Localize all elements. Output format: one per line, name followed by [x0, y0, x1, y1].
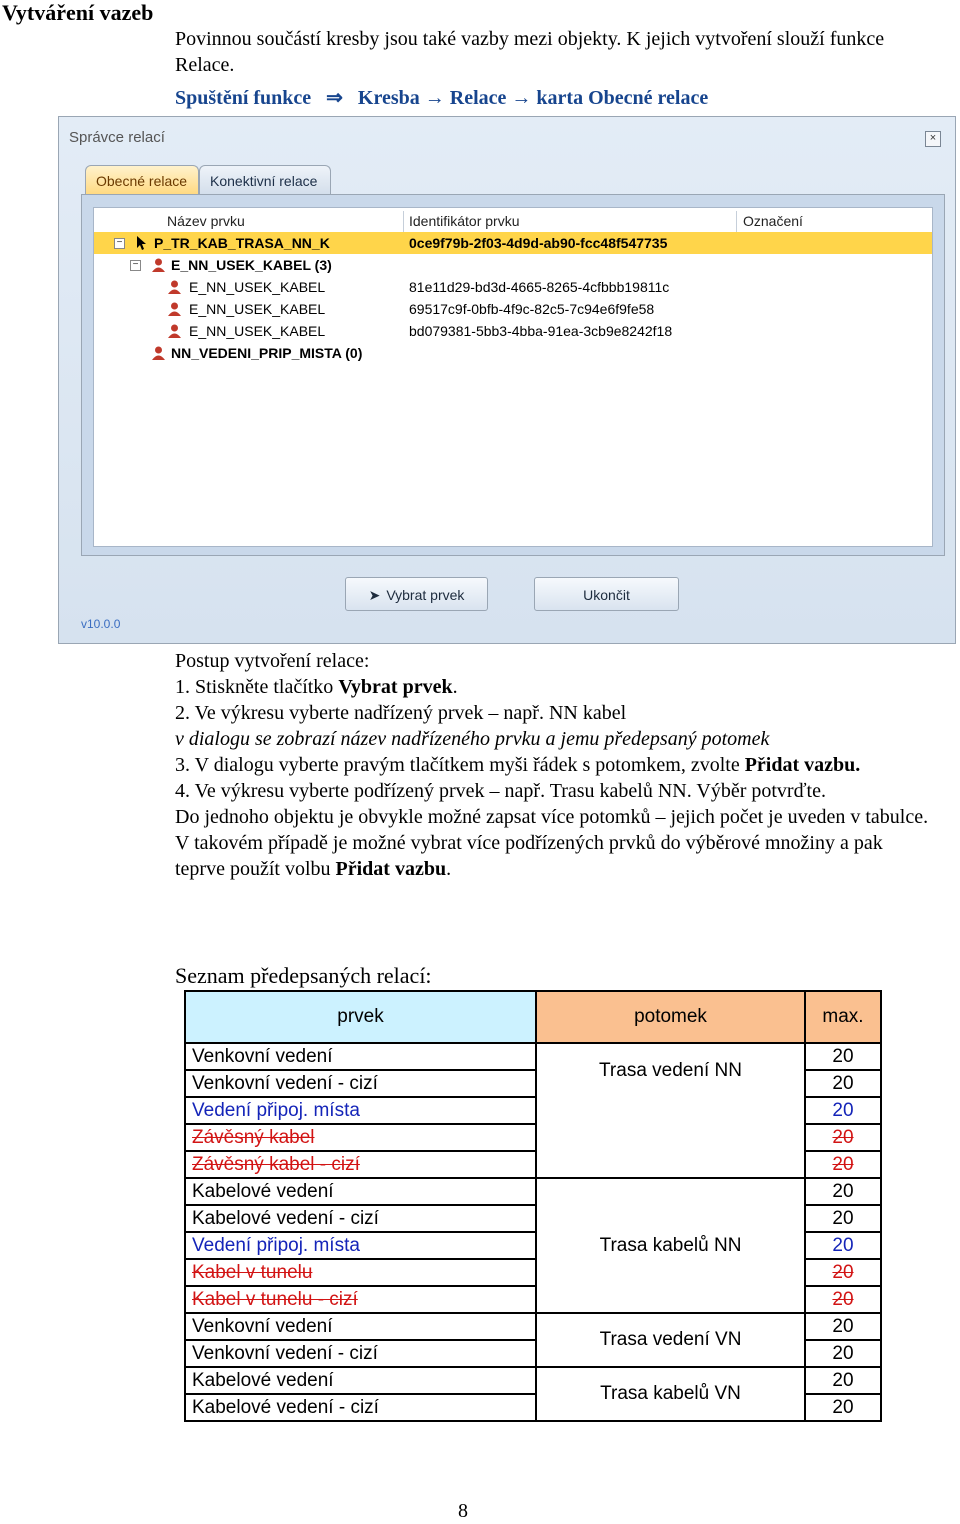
step-bold: Vybrat prvek [338, 676, 453, 698]
row-name: E_NN_USEK_KABEL [189, 301, 326, 317]
step-text: . [855, 754, 861, 776]
launch-step-kresba: Kresba [357, 87, 420, 109]
row-name: P_TR_KAB_TRASA_NN_K [154, 235, 330, 251]
cell-max: 20 [805, 1367, 881, 1394]
cell-max: 20 [805, 1394, 881, 1421]
column-divider [736, 211, 737, 233]
person-icon [168, 280, 181, 294]
cell-prvek: Vedení připoj. místa [185, 1232, 536, 1259]
finish-button[interactable]: Ukončit [534, 577, 679, 611]
step-text: . [452, 676, 458, 698]
row-name: E_NN_USEK_KABEL [189, 323, 326, 339]
page-number: 8 [458, 1500, 468, 1522]
cursor-arrow-icon: ➤ [368, 587, 381, 603]
select-element-label: Vybrat prvek [386, 587, 465, 603]
tree-row[interactable] [94, 342, 932, 364]
cell-potomek: Trasa kabelů VN [536, 1367, 805, 1421]
step-text: . [446, 858, 452, 880]
intro-text: Povinnou součástí kresby jsou také vazby mezi objekty. K jejich vytvoření slouží funkce Relace. [175, 28, 885, 76]
column-header-label[interactable]: Označení [743, 213, 803, 229]
procedure-step-3 [175, 752, 935, 778]
procedure-title: Postup vytvoření relace: [175, 650, 370, 672]
cell-max: 20 [805, 1070, 881, 1097]
table-row [185, 1367, 881, 1394]
cell-prvek: Kabelové vedení - cizí [185, 1394, 536, 1421]
table-row [185, 1313, 881, 1340]
cell-max: 20 [805, 1178, 881, 1205]
row-name: E_NN_USEK_KABEL (3) [171, 257, 332, 273]
tree-row[interactable] [94, 254, 932, 276]
relation-manager-dialog [58, 116, 956, 644]
select-element-button[interactable] [345, 577, 488, 611]
column-header-id[interactable]: Identifikátor prvku [409, 213, 520, 229]
tab-general-relations[interactable]: Obecné relace [85, 165, 199, 195]
tree-row[interactable] [94, 320, 932, 342]
relations-table [184, 990, 882, 1422]
row-name: E_NN_USEK_KABEL [189, 279, 326, 295]
row-id: 69517c9f-0bfb-4f9c-82c5-7c94e6f9fe58 [409, 301, 655, 317]
person-icon [168, 302, 181, 316]
arrow-right-icon: → [511, 87, 532, 109]
person-icon [152, 346, 165, 360]
double-arrow-icon: ⇒ [326, 87, 343, 109]
cell-prvek: Venkovní vedení - cizí [185, 1070, 536, 1097]
step-text: V takovém případě je možné vybrat více podřízených prvků do výběrové množiny a pak teprve použít volbu [175, 832, 883, 880]
tab-connectivity-relations[interactable]: Konektivní relace [199, 165, 331, 195]
cell-max: 20 [805, 1151, 881, 1178]
step-text: 3. V dialogu vyberte pravým tlačítkem myši řádek s potomkem, zvolte [175, 754, 745, 776]
cell-max: 20 [805, 1097, 881, 1124]
tree-row[interactable] [94, 298, 932, 320]
close-icon[interactable]: × [925, 131, 941, 147]
header-prvek: prvek [185, 991, 536, 1043]
table-row [185, 1043, 881, 1070]
cell-max: 20 [805, 1205, 881, 1232]
procedure-note-1: Do jednoho objektu je obvykle možné zapsat více potomků – jejich počet je uveden v tabulce. [175, 806, 929, 828]
collapse-icon[interactable]: − [114, 238, 125, 249]
cursor-arrow-icon [136, 236, 149, 250]
tree-row[interactable] [94, 276, 932, 298]
cell-max: 20 [805, 1313, 881, 1340]
procedure-note-2 [175, 830, 935, 882]
cell-max: 20 [805, 1232, 881, 1259]
person-icon [168, 324, 181, 338]
cell-prvek: Kabelové vedení - cizí [185, 1205, 536, 1232]
launch-step-card: karta Obecné relace [536, 87, 709, 109]
person-icon [152, 258, 165, 272]
step-bold: Přidat vazbu [335, 858, 447, 880]
row-name: NN_VEDENI_PRIP_MISTA (0) [171, 345, 363, 361]
step-bold: Přidat vazbu [744, 754, 856, 776]
procedure-step-2-note: v dialogu se zobrazí název nadřízeného prvku a jemu předepsaný potomek [175, 728, 770, 750]
launch-label: Spuštění funkce [175, 87, 312, 109]
launch-path [175, 85, 708, 111]
procedure-step-2: 2. Ve výkresu vyberte nadřízený prvek – např. NN kabel [175, 702, 627, 724]
cell-max: 20 [805, 1259, 881, 1286]
cell-prvek: Kabel v tunelu [185, 1259, 536, 1286]
row-id: bd079381-5bb3-4bba-91ea-3cb9e8242f18 [409, 323, 673, 339]
table-row [185, 1178, 881, 1205]
header-max: max. [805, 991, 881, 1043]
column-header-name[interactable]: Název prvku [167, 213, 245, 229]
dialog-title: Správce relací [69, 129, 165, 146]
cell-potomek: Trasa kabelů NN [536, 1178, 805, 1313]
procedure-block [175, 648, 935, 882]
cell-prvek: Venkovní vedení [185, 1043, 536, 1070]
cell-prvek: Kabelové vedení [185, 1178, 536, 1205]
collapse-icon[interactable]: − [130, 260, 141, 271]
cell-prvek: Závěsný kabel [185, 1124, 536, 1151]
header-potomek: potomek [536, 991, 805, 1043]
step-text: 1. Stiskněte tlačítko [175, 676, 339, 698]
cell-max: 20 [805, 1340, 881, 1367]
procedure-step-1 [175, 674, 935, 700]
arrow-right-icon: → [424, 87, 445, 109]
row-id: 81e11d29-bd3d-4665-8265-4cfbbb19811c [409, 279, 670, 295]
version-label: v10.0.0 [81, 617, 121, 631]
table-caption: Seznam předepsaných relací: [175, 963, 432, 988]
cell-prvek: Závěsný kabel - cizí [185, 1151, 536, 1178]
cell-max: 20 [805, 1043, 881, 1070]
cell-potomek: Trasa vedení VN [536, 1313, 805, 1367]
column-divider [403, 211, 404, 233]
tree-row[interactable] [94, 232, 932, 254]
procedure-step-4: 4. Ve výkresu vyberte podřízený prvek – např. Trasu kabelů NN. Výběr potvrďte. [175, 780, 826, 802]
cell-max: 20 [805, 1286, 881, 1313]
cell-prvek: Venkovní vedení - cizí [185, 1340, 536, 1367]
cell-potomek: Trasa vedení NN [536, 1043, 805, 1178]
page-heading: Vytváření vazeb [2, 0, 154, 25]
row-id: 0ce9f79b-2f03-4d9d-ab90-fcc48f547735 [409, 235, 668, 251]
cell-prvek: Kabel v tunelu - cizí [185, 1286, 536, 1313]
cell-max: 20 [805, 1124, 881, 1151]
cell-prvek: Vedení připoj. místa [185, 1097, 536, 1124]
launch-step-relace: Relace [449, 87, 507, 109]
cell-prvek: Venkovní vedení [185, 1313, 536, 1340]
cell-prvek: Kabelové vedení [185, 1367, 536, 1394]
